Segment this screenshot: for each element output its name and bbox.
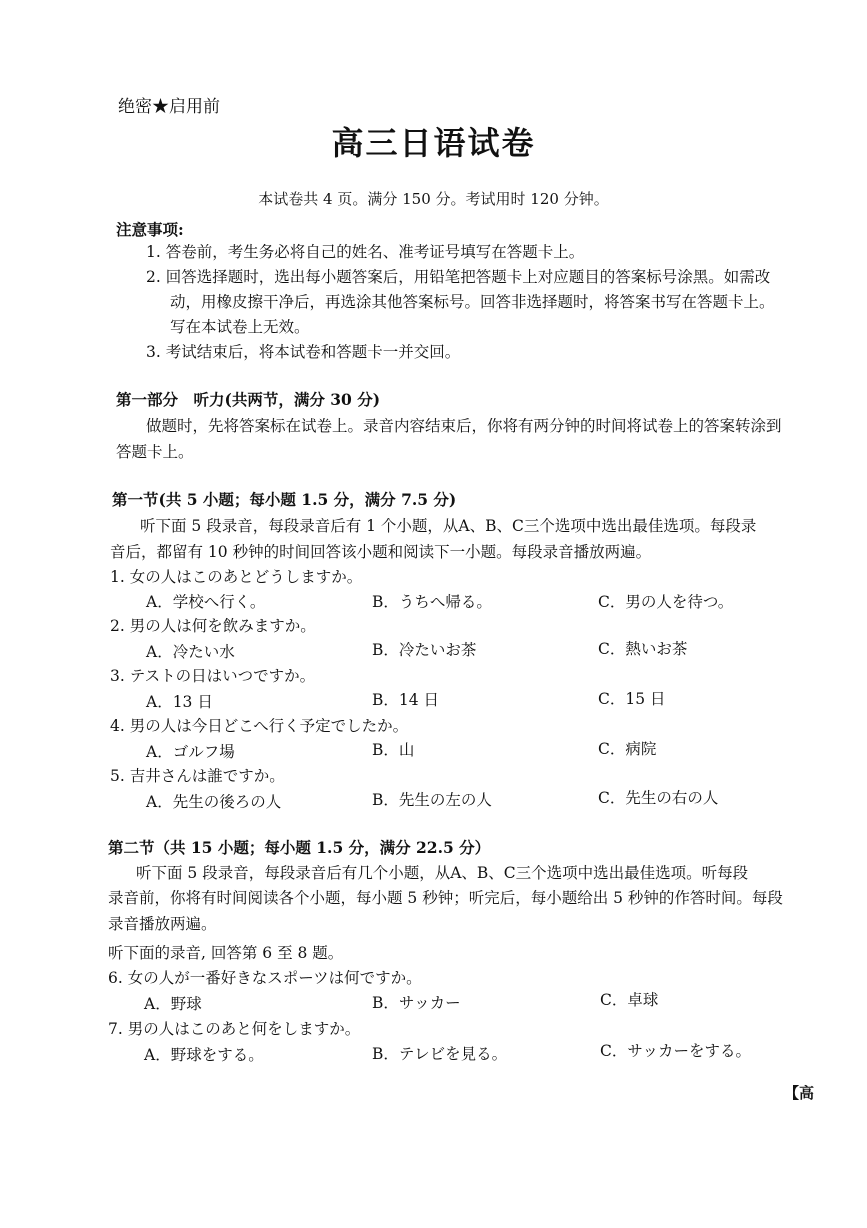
option-a: A．先生の後ろの人 (146, 793, 282, 811)
option-b: B．うちへ帰る。 (372, 593, 492, 611)
question-stem: 1. 女の人はこのあとどうしますか。 (110, 568, 363, 586)
exam-info: 本试卷共 4 页。满分 150 分。考试用时 120 分钟。 (258, 190, 609, 208)
section2-intro: 听下面 5 段录音，每段录音后有几个小题，从A、B、C三个选项中选出最佳选项。听每段 (136, 864, 749, 882)
section1-intro: 听下面 5 段录音，每段录音后有 1 个小题，从A、B、C三个选项中选出最佳选项。每段录 (140, 517, 757, 535)
option-a: A．13 日 (146, 693, 213, 711)
part1-heading: 第一部分 听力(共两节，满分 30 分) (116, 390, 381, 409)
section2-intro-cont: 录音前，你将有时间阅读各个小题，每小题 5 秒钟；听完后，每小题给出 5 秒钟的作答时间。每段 (108, 889, 783, 907)
part1-intro-cont: 答题卡上。 (116, 443, 194, 461)
page-corner-mark: 【高 (784, 1084, 815, 1102)
question-stem: 7. 男の人はこのあと何をしますか。 (108, 1020, 361, 1038)
question-stem: 2. 男の人は何を飲みますか。 (110, 617, 316, 635)
section2-heading: 第二节（共 15 小题；每小题 1.5 分，满分 22.5 分） (108, 838, 491, 857)
note-item-2-cont: 动，用橡皮擦干净后，再选涂其他答案标号。回答非选择题时，将答案书写在答题卡上。 (170, 293, 775, 311)
question-stem: 3. テストの日はいつですか。 (110, 667, 316, 685)
note-item-3: 3. 考试结束后，将本试卷和答题卡一并交回。 (146, 343, 461, 361)
section2-intro-cont2: 录音播放两遍。 (108, 915, 217, 933)
section2-instruction: 听下面的录音, 回答第 6 至 8 题。 (108, 944, 344, 962)
question-stem: 5. 吉井さんは誰ですか。 (110, 767, 285, 785)
option-c: C．サッカーをする。 (600, 1042, 752, 1060)
note-item-2: 2. 回答选择题时，选出每小题答案后，用铅笔把答题卡上对应题目的答案标号涂黑。如需改 (146, 268, 771, 286)
section1-heading: 第一节(共 5 小题；每小题 1.5 分，满分 7.5 分) (112, 490, 457, 509)
question-stem: 6. 女の人が一番好きなスポーツは何ですか。 (108, 969, 422, 987)
option-c: C．先生の右の人 (598, 789, 719, 807)
option-a: A．野球 (144, 995, 202, 1013)
option-c: C．15 日 (598, 690, 666, 708)
option-c: C．男の人を待つ。 (598, 593, 734, 611)
option-b: B．先生の左の人 (372, 791, 492, 809)
option-b: B．冷たいお茶 (372, 641, 477, 659)
part1-intro: 做题时，先将答案标在试卷上。录音内容结束后，你将有两分钟的时间将试卷上的答案转涂到 (146, 417, 782, 435)
notes-heading: 注意事项: (116, 220, 184, 239)
option-b: B．テレビを見る。 (372, 1045, 508, 1063)
section1-intro-cont: 音后，都留有 10 秒钟的时间回答该小题和阅读下一小题。每段录音播放两遍。 (110, 543, 652, 561)
option-c: C．病院 (598, 740, 657, 758)
option-b: B．サッカー (372, 994, 461, 1012)
page-title: 高三日语试卷 (331, 124, 536, 162)
option-c: C．熱いお茶 (598, 640, 688, 658)
option-a: A．冷たい水 (146, 643, 235, 661)
option-b: B．山 (372, 741, 415, 759)
option-a: A．学校へ行く。 (146, 593, 266, 611)
option-a: A．ゴルフ場 (146, 743, 235, 761)
question-stem: 4. 男の人は今日どこへ行く予定でしたか。 (110, 717, 409, 735)
option-b: B．14 日 (372, 691, 440, 709)
confidential-mark: 绝密★启用前 (118, 97, 220, 117)
option-c: C．卓球 (600, 991, 659, 1009)
note-item-1: 1. 答卷前，考生务必将自己的姓名、准考证号填写在答题卡上。 (146, 243, 585, 261)
option-a: A．野球をする。 (144, 1046, 264, 1064)
note-item-2-cont2: 写在本试卷上无效。 (170, 318, 310, 336)
